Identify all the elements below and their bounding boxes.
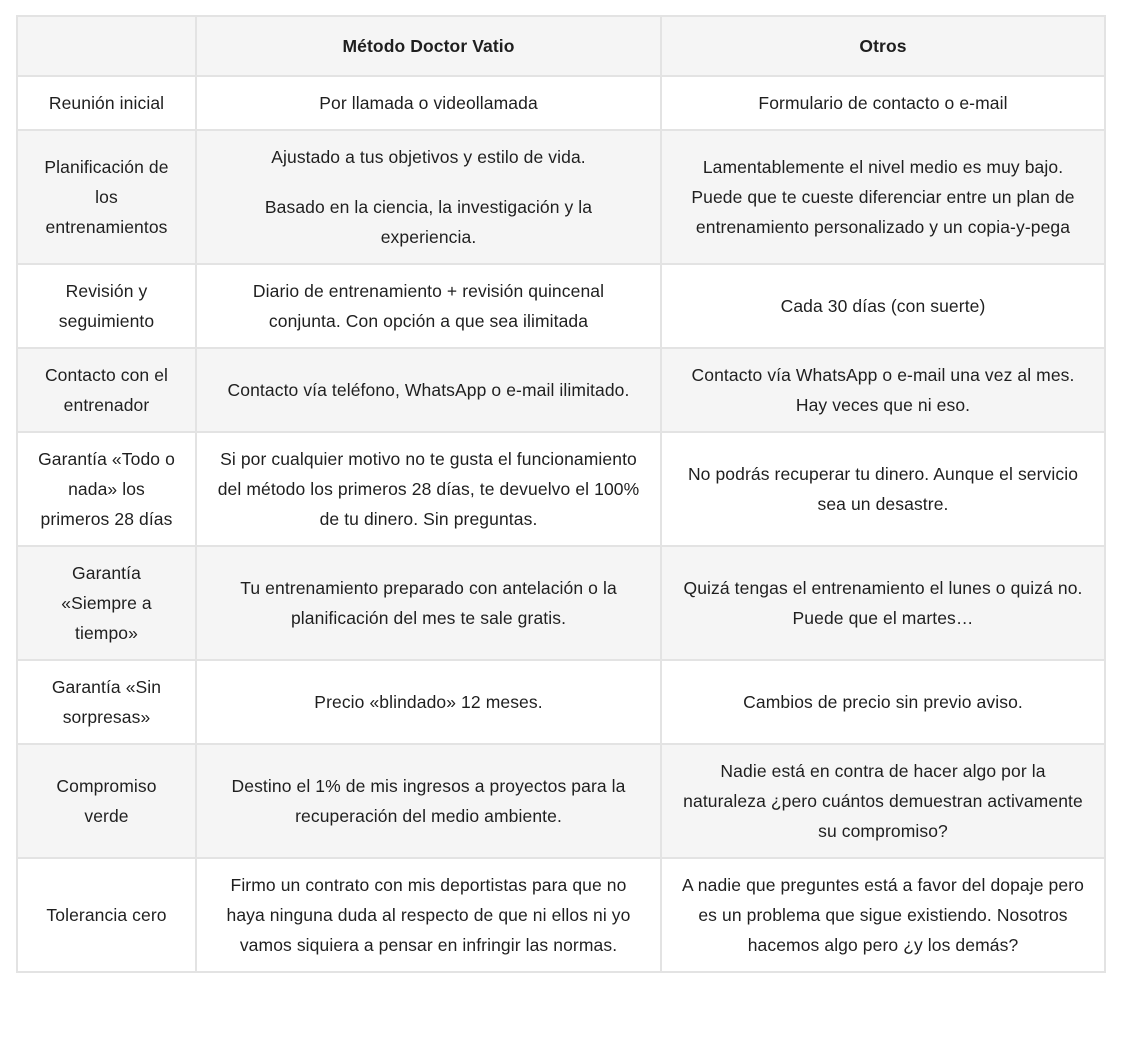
row-label: Planificación de los entrenamientos — [17, 130, 196, 264]
otros-cell: Cambios de precio sin previo aviso. — [661, 660, 1105, 744]
doctor-vatio-cell: Destino el 1% de mis ingresos a proyectos para la recuperación del medio ambiente. — [196, 744, 661, 858]
header-empty-cell — [17, 16, 196, 76]
doctor-vatio-cell — [196, 130, 661, 264]
otros-cell: Lamentablemente el nivel medio es muy bajo. Puede que te cueste diferenciar entre un plan de entrenamiento personalizado y un copia-y-pega — [661, 130, 1105, 264]
row-label: Garantía «Siempre a tiempo» — [17, 546, 196, 660]
doctor-vatio-cell: Si por cualquier motivo no te gusta el funcionamiento del método los primeros 28 días, te devuelvo el 100% de tu dinero. Sin preguntas. — [196, 432, 661, 546]
header-otros: Otros — [661, 16, 1105, 76]
otros-cell: Formulario de contacto o e-mail — [661, 76, 1105, 130]
doctor-vatio-cell: Contacto vía teléfono, WhatsApp o e-mail ilimitado. — [196, 348, 661, 432]
table-row — [17, 76, 1105, 130]
row-label: Garantía «Todo o nada» los primeros 28 días — [17, 432, 196, 546]
row-label: Tolerancia cero — [17, 858, 196, 972]
row-label: Contacto con el entrenador — [17, 348, 196, 432]
doctor-vatio-cell: Precio «blindado» 12 meses. — [196, 660, 661, 744]
table-row — [17, 348, 1105, 432]
table-row — [17, 546, 1105, 660]
table-row — [17, 744, 1105, 858]
row-label: Compromiso verde — [17, 744, 196, 858]
otros-cell: A nadie que preguntes está a favor del dopaje pero es un problema que sigue existiendo. Nosotros hacemos algo pero ¿y los demás? — [661, 858, 1105, 972]
table-row — [17, 264, 1105, 348]
otros-cell: No podrás recuperar tu dinero. Aunque el servicio sea un desastre. — [661, 432, 1105, 546]
comparison-table — [16, 15, 1106, 973]
table-row — [17, 858, 1105, 972]
table-row — [17, 130, 1105, 264]
doctor-vatio-paragraph: Ajustado a tus objetivos y estilo de vida. — [271, 147, 586, 167]
doctor-vatio-paragraph: Basado en la ciencia, la investigación y la experiencia. — [264, 197, 593, 247]
row-label: Revisión y seguimiento — [17, 264, 196, 348]
otros-cell: Nadie está en contra de hacer algo por la naturaleza ¿pero cuántos demuestran activamente su compromiso? — [661, 744, 1105, 858]
otros-cell: Quizá tengas el entrenamiento el lunes o quizá no. Puede que el martes… — [661, 546, 1105, 660]
doctor-vatio-cell: Firmo un contrato con mis deportistas para que no haya ninguna duda al respecto de que ni ellos ni yo vamos siquiera a pensar en infringir las normas. — [196, 858, 661, 972]
otros-cell: Contacto vía WhatsApp o e-mail una vez al mes. Hay veces que ni eso. — [661, 348, 1105, 432]
row-label: Garantía «Sin sorpresas» — [17, 660, 196, 744]
doctor-vatio-cell: Tu entrenamiento preparado con antelación o la planificación del mes te sale gratis. — [196, 546, 661, 660]
row-label: Reunión inicial — [17, 76, 196, 130]
table-row — [17, 432, 1105, 546]
doctor-vatio-cell: Diario de entrenamiento + revisión quincenal conjunta. Con opción a que sea ilimitada — [196, 264, 661, 348]
header-doctor-vatio: Método Doctor Vatio — [196, 16, 661, 76]
otros-cell: Cada 30 días (con suerte) — [661, 264, 1105, 348]
doctor-vatio-cell: Por llamada o videollamada — [196, 76, 661, 130]
header-row — [17, 16, 1105, 76]
table-row — [17, 660, 1105, 744]
